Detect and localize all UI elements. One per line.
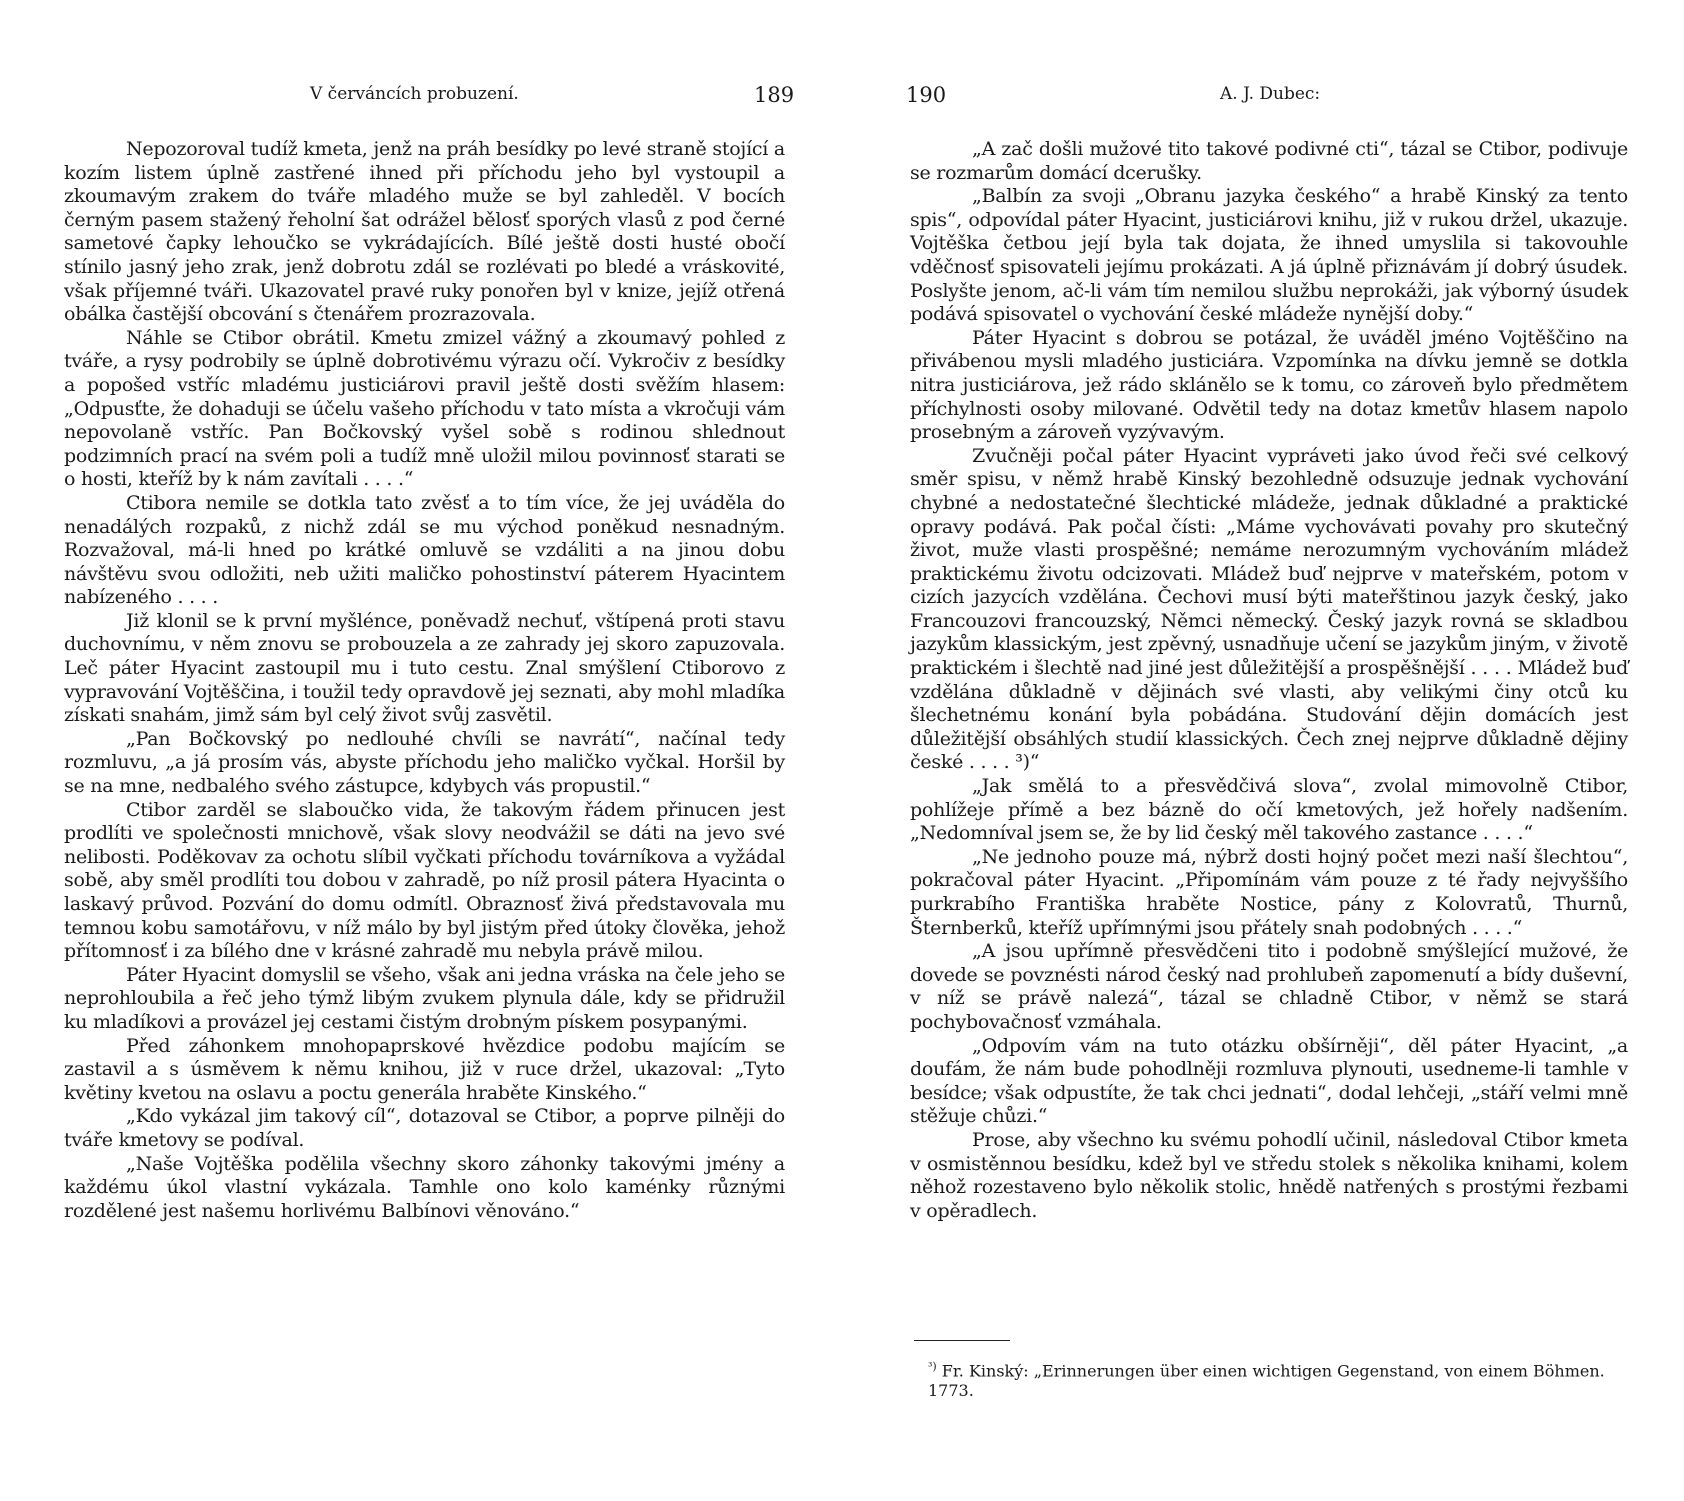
paragraph: „Odpovím vám na tuto otázku obšírněji“, děl páter Hyacint, „a doufám, že nám bude pohodlněji rozmluva plynouti, usedneme-li tamhle v besídce; však odpustíte, že tak chci jednati“, dodal lehčeji, „stáří velmi mně stěžuje chůzi.“ xyxy=(910,1034,1628,1128)
running-head: V červáncích probuzení. xyxy=(310,84,519,104)
paragraph: Ctibor zarděl se slaboučko vida, že takovým řádem přinucen jest prodlíti ve společnosti mnichově, však slovy neodvážil se dáti na jevo své nelibosti. Poděkovav za ochotu slíbil vyčkati příchodu továrníkova a vyžádal sobě, aby směl prodlíti tou dobou v zahradě, po níž prosil pátera Hyacinta o laskavý průvod. Pozvání do domu odmítl. Obraznosť živá představovala mu temnou kobu samotářovu, v níž málo by byl jistým před útoky člověka, jehož přítomnosť i za bílého dne v krásné zahradě mu nebyla právě milou. xyxy=(64,798,785,963)
paragraph: „Kdo vykázal jim takový cíl“, dotazoval se Ctibor, a poprve pilněji do tváře kmetovy se podíval. xyxy=(64,1105,785,1151)
paragraph: Ctibora nemile se dotkla tato zvěsť a to tím více, že jej uváděla do nenadálých rozpaků, z nichž zdál se mu východ poněkud nesnadným. Rozvažoval, má-li hned po krátké omluvě se vzdáliti a na jinou dobu návštěvu svou odložiti, neb užiti maličko pohostinství páterem Hyacintem nabízeného . . . . xyxy=(64,491,785,609)
paragraph: „Naše Vojtěška podělila všechny skoro záhonky takovými jmény a každému úkol vlastní vykázala. Tamhle ono kolo kaménky různými rozdělené jest našemu horlivému Balbínovi věnováno.“ xyxy=(64,1152,785,1222)
body-text xyxy=(910,138,1628,1223)
footnote xyxy=(928,1357,1628,1401)
paragraph: „Ne jednoho pouze má, nýbrž dosti hojný počet mezi naší šlechtou“, pokračoval páter Hyacint. „Připomínám vám pouze z té řady nejvyššího purkrabího Františka hraběte Nostice, pány z Kolovratů, Thurnů, Šternberků, kteříž upřímnými jsou přátely snah podobných . . . .“ xyxy=(910,845,1628,939)
paragraph: Nepozoroval tudíž kmeta, jenž na práh besídky po levé straně stojící a kozím listem úplně zastřené ihned při příchodu jeho byl vystoupil a zkoumavým zrakem do tváře mladého muže se byl zahleděl. V bocích černým pasem stažený řeholní šat odrážel bělosť sporých vlasů z pod černé sametové čapky lehoučko se vykrádajících. Bílé ještě dosti husté obočí stínilo jasný jeho zrak, jenž dobrotu zdál se rozlévati po bledé a vráskovité, však příjemné tváři. Ukazovatel pravé ruky ponořen byl v knize, jejíž otřená obálka častější obcování s čtenářem prozrazovala. xyxy=(64,138,785,326)
right-page xyxy=(842,0,1684,1501)
paragraph: „A zač došli mužové tito takové podivné cti“, tázal se Ctibor, podivuje se rozmarům domácí dcerušky. xyxy=(910,138,1628,184)
footnote-text: Fr. Kinský: „Erinnerungen über einen wichtigen Gegenstand, von einem Böhmen. 1773. xyxy=(928,1361,1605,1401)
paragraph: „Balbín za svoji „Obranu jazyka českého“ a hrabě Kinský za tento spis“, odpovídal páter Hyacint, justiciárovi knihu, již v rukou držel, ukazuje. Vojtěška četbou její byla tak dojata, že ihned umyslila si takovouhle vděčnosť spisovateli jejímu prokázati. A já úplně přiznávám jí dobrý úsudek. Poslyšte jenom, ač-li vám tím nemilou službu neprokáži, jak výborný úsudek podává spisovatel o vychování české mládeže nynější doby.“ xyxy=(910,185,1628,326)
paragraph: „Pan Bočkovský po nedlouhé chvíli se navrátí“, načínal tedy rozmluvu, „a já prosím vás, abyste příchodu jeho maličko vyčkal. Horšil by se na mne, nedbalého svého zástupce, kdybych vás propustil.“ xyxy=(64,727,785,798)
paragraph: „Jak smělá to a přesvědčivá slova“, zvolal mimovolně Ctibor, pohlížeje přímě a bez bázně do očí kmetových, jež hořely nadšením. „Nedomníval jsem se, že by lid český měl takového zastance . . . .“ xyxy=(910,775,1628,845)
page-number: 189 xyxy=(754,83,795,107)
footnote-rule xyxy=(914,1340,1010,1341)
paragraph: Prose, aby všechno ku svému pohodlí učinil, následoval Ctibor kmeta v osmistěnnou besídku, kdež byl ve středu stolek s několika knihami, kolem něhož rozestaveno bylo několik stolic, hnědě natřených s prostými řezbami v opěradlech. xyxy=(910,1128,1628,1222)
footnote-marker: ³) xyxy=(928,1360,937,1373)
paragraph: „A jsou upřímně přesvědčeni tito i podobně smýšlející mužové, že dovede se povznésti národ český nad prohlubeň zapomenutí a bídy duševní, v níž se právě nalezá“, tázal se chladně Ctibor, v němž se stará pochybovačnosť vzmáhala. xyxy=(910,940,1628,1033)
running-head: A. J. Dubec: xyxy=(1220,84,1321,104)
paragraph: Páter Hyacint s dobrou se potázal, že uváděl jméno Vojtěščino na přivábenou mysli mladého justiciára. Vzpomínka na dívku jemně se dotkla nitra justiciárova, jež rádo sklánělo se k tomu, co zároveň bylo předmětem příchylnosti osoby milované. Odvětil tedy na dotaz kmetův hlasem napolo prosebným a zároveň vyzývavým. xyxy=(910,326,1628,444)
paragraph: Náhle se Ctibor obrátil. Kmetu zmizel vážný a zkoumavý pohled z tváře, a rysy podrobily se úplně dobrotivému výrazu očí. Vykročiv z besídky a popošed vstříc mladému justiciárovi pravil ještě dosti svěžím hlasem: „Odpusťte, že dohaduji se účelu vašeho příchodu v tato místa a vkročuji vám nepovolaně vstříc. Pan Bočkovský vyšel sobě s rodinou shlednout podzimních prací na svém poli a tudíž mně uložil milou povinnosť starati se o hosti, kteříž by k nám zavítali . . . .“ xyxy=(64,326,785,491)
paragraph: Zvučněji počal páter Hyacint vypráveti jako úvod řeči své celkový směr spisu, v němž hrabě Kinský bezohledně odsuzuje jednak vychování chybné a nedostatečné šlechtické mládeže, jednak důkladné a praktické opravy podává. Pak počal čísti: „Máme vychovávati povahy pro skutečný život, muže vlasti prospěšné; nemáme nerozumným vychováním mládež praktickému životu odcizovati. Mládež buď nejprve v mateřském, potom v cizích jazycích vzdělána. Čechovi musí býti mateřštinou jazyk český, jako Francouzovi francouzský, Němci německý. Český jazyk rovná se skladbou jazykům klassickým, jest zpěvný, usnadňuje učení se jazykům jiným, v životě praktickém i šlechtě nad jiné jest důležitější a prospěšnější . . . . Mládež buď vzdělána důkladně v dějinách své vlasti, aby velikými činy otců ku šlechetnému konání byla pobádána. Studování dějin domácích jest důležitější obsáhlých studií klassických. Čech znej nejprve důkladně dějiny české . . . . ³)“ xyxy=(910,444,1628,774)
page-number: 190 xyxy=(906,83,947,107)
paragraph: Před záhonkem mnohopaprskové hvězdice podobu majícím se zastavil a s úsměvem k němu knihou, již v ruce držel, ukazoval: „Tyto květiny kvetou na oslavu a poctu generála hraběte Kinského.“ xyxy=(64,1034,785,1104)
body-text xyxy=(64,138,785,1223)
paragraph: Páter Hyacint domyslil se všeho, však ani jedna vráska na čele jeho se neprohloubila a řeč jeho týmž libým zvukem plynula dále, kdy se přidružil ku mladíkovi a provázel jej cestami čistým drobným pískem posypanými. xyxy=(64,963,785,1033)
paragraph: Již klonil se k první myšlénce, poněvadž nechuť, vštípená proti stavu duchovnímu, v něm znovu se probouzela a ze zahrady jej skoro zapuzovala. Leč páter Hyacint zastoupil mu i tuto cestu. Znal smýšlení Ctiborovo z vypravování Vojtěščina, i toužil tedy opravdově jej seznati, aby mohl mladíka získati snahám, jimž sám byl celý život svůj zasvětil. xyxy=(64,609,785,727)
